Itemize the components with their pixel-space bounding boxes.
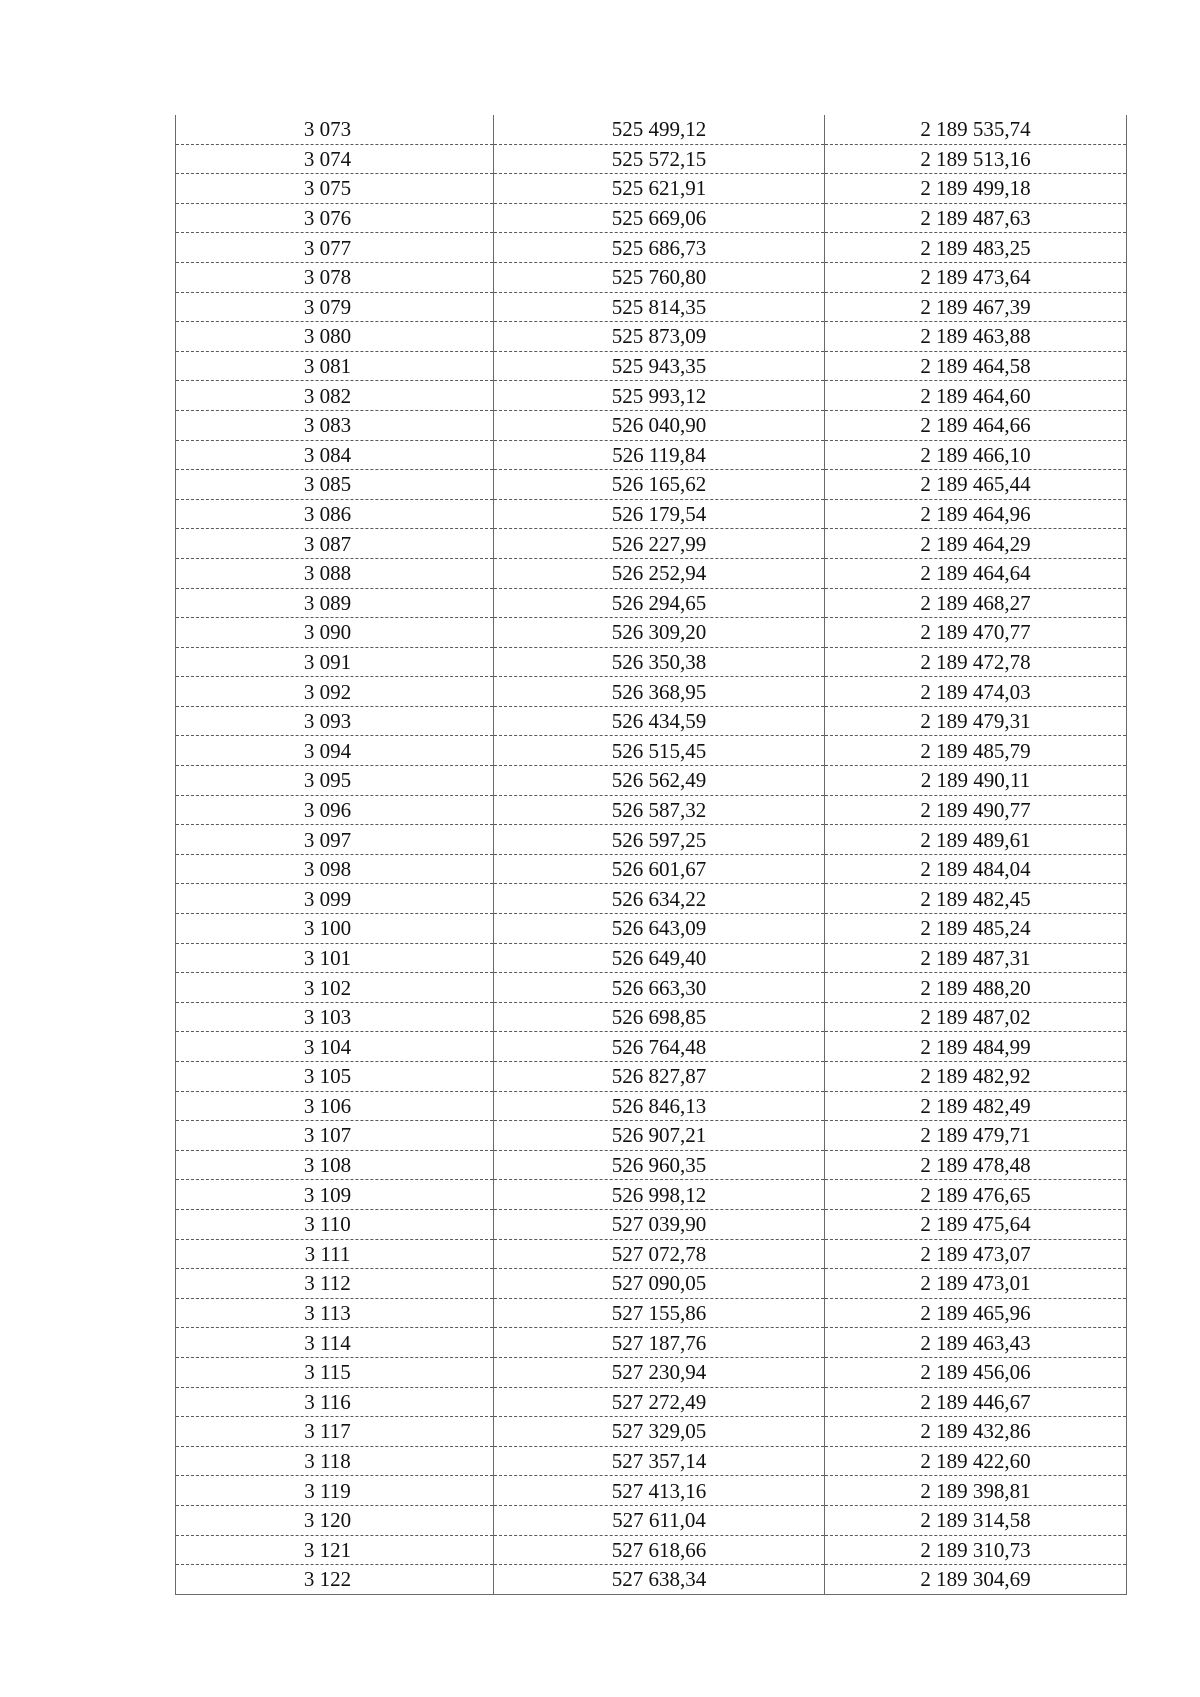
x-coordinate-cell: 525 499,12 [494,115,825,144]
x-coordinate-cell: 527 413,16 [494,1476,825,1506]
table-row [176,529,1127,559]
point-number-cell: 3 101 [176,943,494,973]
table-row [176,1239,1127,1269]
y-coordinate-cell: 2 189 482,92 [825,1062,1127,1092]
x-coordinate-cell: 526 227,99 [494,529,825,559]
point-number-cell: 3 100 [176,914,494,944]
point-number-cell: 3 120 [176,1505,494,1535]
x-coordinate-cell: 526 350,38 [494,647,825,677]
point-number-cell: 3 111 [176,1239,494,1269]
x-coordinate-cell: 527 090,05 [494,1269,825,1299]
point-number-cell: 3 078 [176,262,494,292]
table-row [176,1269,1127,1299]
point-number-cell: 3 115 [176,1357,494,1387]
y-coordinate-cell: 2 189 465,44 [825,470,1127,500]
table-row [176,943,1127,973]
x-coordinate-cell: 526 960,35 [494,1150,825,1180]
y-coordinate-cell: 2 189 478,48 [825,1150,1127,1180]
table-row [176,884,1127,914]
table-row [176,1535,1127,1565]
x-coordinate-cell: 526 643,09 [494,914,825,944]
table-row [176,1121,1127,1151]
point-number-cell: 3 094 [176,736,494,766]
point-number-cell: 3 108 [176,1150,494,1180]
point-number-cell: 3 074 [176,144,494,174]
x-coordinate-cell: 527 611,04 [494,1505,825,1535]
x-coordinate-cell: 526 663,30 [494,973,825,1003]
y-coordinate-cell: 2 189 304,69 [825,1565,1127,1595]
point-number-cell: 3 102 [176,973,494,1003]
table-row [176,1002,1127,1032]
x-coordinate-cell: 526 998,12 [494,1180,825,1210]
table-row [176,1328,1127,1358]
table-row [176,381,1127,411]
point-number-cell: 3 107 [176,1121,494,1151]
table-row [176,766,1127,796]
table-row [176,174,1127,204]
point-number-cell: 3 082 [176,381,494,411]
table-row [176,1032,1127,1062]
y-coordinate-cell: 2 189 446,67 [825,1387,1127,1417]
y-coordinate-cell: 2 189 468,27 [825,588,1127,618]
y-coordinate-cell: 2 189 473,01 [825,1269,1127,1299]
x-coordinate-cell: 526 252,94 [494,558,825,588]
y-coordinate-cell: 2 189 488,20 [825,973,1127,1003]
x-coordinate-cell: 526 846,13 [494,1091,825,1121]
x-coordinate-cell: 525 760,80 [494,262,825,292]
table-row [176,914,1127,944]
x-coordinate-cell: 525 873,09 [494,322,825,352]
table-row [176,1180,1127,1210]
table-row [176,706,1127,736]
point-number-cell: 3 104 [176,1032,494,1062]
table-row [176,1150,1127,1180]
y-coordinate-cell: 2 189 535,74 [825,115,1127,144]
point-number-cell: 3 095 [176,766,494,796]
point-number-cell: 3 110 [176,1209,494,1239]
point-number-cell: 3 098 [176,854,494,884]
x-coordinate-cell: 526 698,85 [494,1002,825,1032]
x-coordinate-cell: 526 907,21 [494,1121,825,1151]
point-number-cell: 3 086 [176,499,494,529]
table-row [176,1565,1127,1595]
x-coordinate-cell: 526 119,84 [494,440,825,470]
y-coordinate-cell: 2 189 479,31 [825,706,1127,736]
y-coordinate-cell: 2 189 513,16 [825,144,1127,174]
x-coordinate-cell: 527 272,49 [494,1387,825,1417]
table-row [176,558,1127,588]
y-coordinate-cell: 2 189 464,64 [825,558,1127,588]
y-coordinate-cell: 2 189 473,07 [825,1239,1127,1269]
table-row [176,1298,1127,1328]
x-coordinate-cell: 526 597,25 [494,825,825,855]
table-row [176,292,1127,322]
y-coordinate-cell: 2 189 474,03 [825,677,1127,707]
x-coordinate-cell: 526 562,49 [494,766,825,796]
point-number-cell: 3 073 [176,115,494,144]
x-coordinate-cell: 526 040,90 [494,410,825,440]
table-row [176,1417,1127,1447]
x-coordinate-cell: 526 601,67 [494,854,825,884]
y-coordinate-cell: 2 189 490,77 [825,795,1127,825]
table-row [176,647,1127,677]
coordinates-table [175,115,1127,1595]
coordinates-table-body [176,115,1127,1594]
x-coordinate-cell: 527 357,14 [494,1446,825,1476]
table-row [176,795,1127,825]
table-row [176,233,1127,263]
y-coordinate-cell: 2 189 487,63 [825,203,1127,233]
table-row [176,854,1127,884]
table-row [176,351,1127,381]
x-coordinate-cell: 527 072,78 [494,1239,825,1269]
x-coordinate-cell: 527 638,34 [494,1565,825,1595]
x-coordinate-cell: 526 165,62 [494,470,825,500]
x-coordinate-cell: 527 155,86 [494,1298,825,1328]
y-coordinate-cell: 2 189 463,43 [825,1328,1127,1358]
point-number-cell: 3 117 [176,1417,494,1447]
table-row [176,262,1127,292]
point-number-cell: 3 085 [176,470,494,500]
point-number-cell: 3 109 [176,1180,494,1210]
table-row [176,588,1127,618]
y-coordinate-cell: 2 189 465,96 [825,1298,1127,1328]
point-number-cell: 3 077 [176,233,494,263]
table-row [176,1091,1127,1121]
x-coordinate-cell: 527 618,66 [494,1535,825,1565]
y-coordinate-cell: 2 189 482,45 [825,884,1127,914]
point-number-cell: 3 087 [176,529,494,559]
x-coordinate-cell: 525 993,12 [494,381,825,411]
x-coordinate-cell: 525 621,91 [494,174,825,204]
point-number-cell: 3 090 [176,618,494,648]
point-number-cell: 3 114 [176,1328,494,1358]
y-coordinate-cell: 2 189 475,64 [825,1209,1127,1239]
point-number-cell: 3 075 [176,174,494,204]
y-coordinate-cell: 2 189 464,96 [825,499,1127,529]
point-number-cell: 3 099 [176,884,494,914]
y-coordinate-cell: 2 189 473,64 [825,262,1127,292]
table-row [176,470,1127,500]
table-row [176,1387,1127,1417]
y-coordinate-cell: 2 189 464,58 [825,351,1127,381]
y-coordinate-cell: 2 189 463,88 [825,322,1127,352]
point-number-cell: 3 084 [176,440,494,470]
point-number-cell: 3 081 [176,351,494,381]
x-coordinate-cell: 526 634,22 [494,884,825,914]
x-coordinate-cell: 526 515,45 [494,736,825,766]
x-coordinate-cell: 525 669,06 [494,203,825,233]
x-coordinate-cell: 525 572,15 [494,144,825,174]
table-row [176,825,1127,855]
table-row [176,322,1127,352]
y-coordinate-cell: 2 189 310,73 [825,1535,1127,1565]
y-coordinate-cell: 2 189 466,10 [825,440,1127,470]
x-coordinate-cell: 526 434,59 [494,706,825,736]
y-coordinate-cell: 2 189 479,71 [825,1121,1127,1151]
table-row [176,115,1127,144]
y-coordinate-cell: 2 189 485,24 [825,914,1127,944]
y-coordinate-cell: 2 189 398,81 [825,1476,1127,1506]
y-coordinate-cell: 2 189 484,99 [825,1032,1127,1062]
point-number-cell: 3 118 [176,1446,494,1476]
x-coordinate-cell: 525 943,35 [494,351,825,381]
y-coordinate-cell: 2 189 490,11 [825,766,1127,796]
table-row [176,499,1127,529]
x-coordinate-cell: 525 686,73 [494,233,825,263]
table-row [176,1446,1127,1476]
table-row [176,1209,1127,1239]
y-coordinate-cell: 2 189 470,77 [825,618,1127,648]
point-number-cell: 3 105 [176,1062,494,1092]
table-row [176,1505,1127,1535]
point-number-cell: 3 119 [176,1476,494,1506]
y-coordinate-cell: 2 189 472,78 [825,647,1127,677]
y-coordinate-cell: 2 189 489,61 [825,825,1127,855]
x-coordinate-cell: 527 230,94 [494,1357,825,1387]
x-coordinate-cell: 526 764,48 [494,1032,825,1062]
y-coordinate-cell: 2 189 487,02 [825,1002,1127,1032]
table-row [176,618,1127,648]
y-coordinate-cell: 2 189 464,66 [825,410,1127,440]
table-row [176,1357,1127,1387]
point-number-cell: 3 113 [176,1298,494,1328]
y-coordinate-cell: 2 189 482,49 [825,1091,1127,1121]
x-coordinate-cell: 525 814,35 [494,292,825,322]
y-coordinate-cell: 2 189 422,60 [825,1446,1127,1476]
point-number-cell: 3 112 [176,1269,494,1299]
table-row [176,1062,1127,1092]
point-number-cell: 3 103 [176,1002,494,1032]
x-coordinate-cell: 526 368,95 [494,677,825,707]
point-number-cell: 3 079 [176,292,494,322]
y-coordinate-cell: 2 189 485,79 [825,736,1127,766]
x-coordinate-cell: 526 587,32 [494,795,825,825]
y-coordinate-cell: 2 189 464,60 [825,381,1127,411]
x-coordinate-cell: 527 329,05 [494,1417,825,1447]
table-row [176,973,1127,1003]
x-coordinate-cell: 526 827,87 [494,1062,825,1092]
table-row [176,440,1127,470]
point-number-cell: 3 121 [176,1535,494,1565]
point-number-cell: 3 106 [176,1091,494,1121]
y-coordinate-cell: 2 189 476,65 [825,1180,1127,1210]
point-number-cell: 3 122 [176,1565,494,1595]
x-coordinate-cell: 527 187,76 [494,1328,825,1358]
y-coordinate-cell: 2 189 483,25 [825,233,1127,263]
table-row [176,677,1127,707]
point-number-cell: 3 083 [176,410,494,440]
point-number-cell: 3 076 [176,203,494,233]
point-number-cell: 3 091 [176,647,494,677]
table-row [176,736,1127,766]
table-row [176,410,1127,440]
table-row [176,1476,1127,1506]
x-coordinate-cell: 526 309,20 [494,618,825,648]
point-number-cell: 3 092 [176,677,494,707]
y-coordinate-cell: 2 189 499,18 [825,174,1127,204]
point-number-cell: 3 116 [176,1387,494,1417]
x-coordinate-cell: 526 649,40 [494,943,825,973]
y-coordinate-cell: 2 189 314,58 [825,1505,1127,1535]
y-coordinate-cell: 2 189 484,04 [825,854,1127,884]
y-coordinate-cell: 2 189 467,39 [825,292,1127,322]
point-number-cell: 3 097 [176,825,494,855]
y-coordinate-cell: 2 189 487,31 [825,943,1127,973]
x-coordinate-cell: 526 179,54 [494,499,825,529]
point-number-cell: 3 088 [176,558,494,588]
point-number-cell: 3 080 [176,322,494,352]
point-number-cell: 3 089 [176,588,494,618]
y-coordinate-cell: 2 189 464,29 [825,529,1127,559]
point-number-cell: 3 096 [176,795,494,825]
x-coordinate-cell: 526 294,65 [494,588,825,618]
table-row [176,144,1127,174]
y-coordinate-cell: 2 189 456,06 [825,1357,1127,1387]
table-row [176,203,1127,233]
point-number-cell: 3 093 [176,706,494,736]
x-coordinate-cell: 527 039,90 [494,1209,825,1239]
y-coordinate-cell: 2 189 432,86 [825,1417,1127,1447]
